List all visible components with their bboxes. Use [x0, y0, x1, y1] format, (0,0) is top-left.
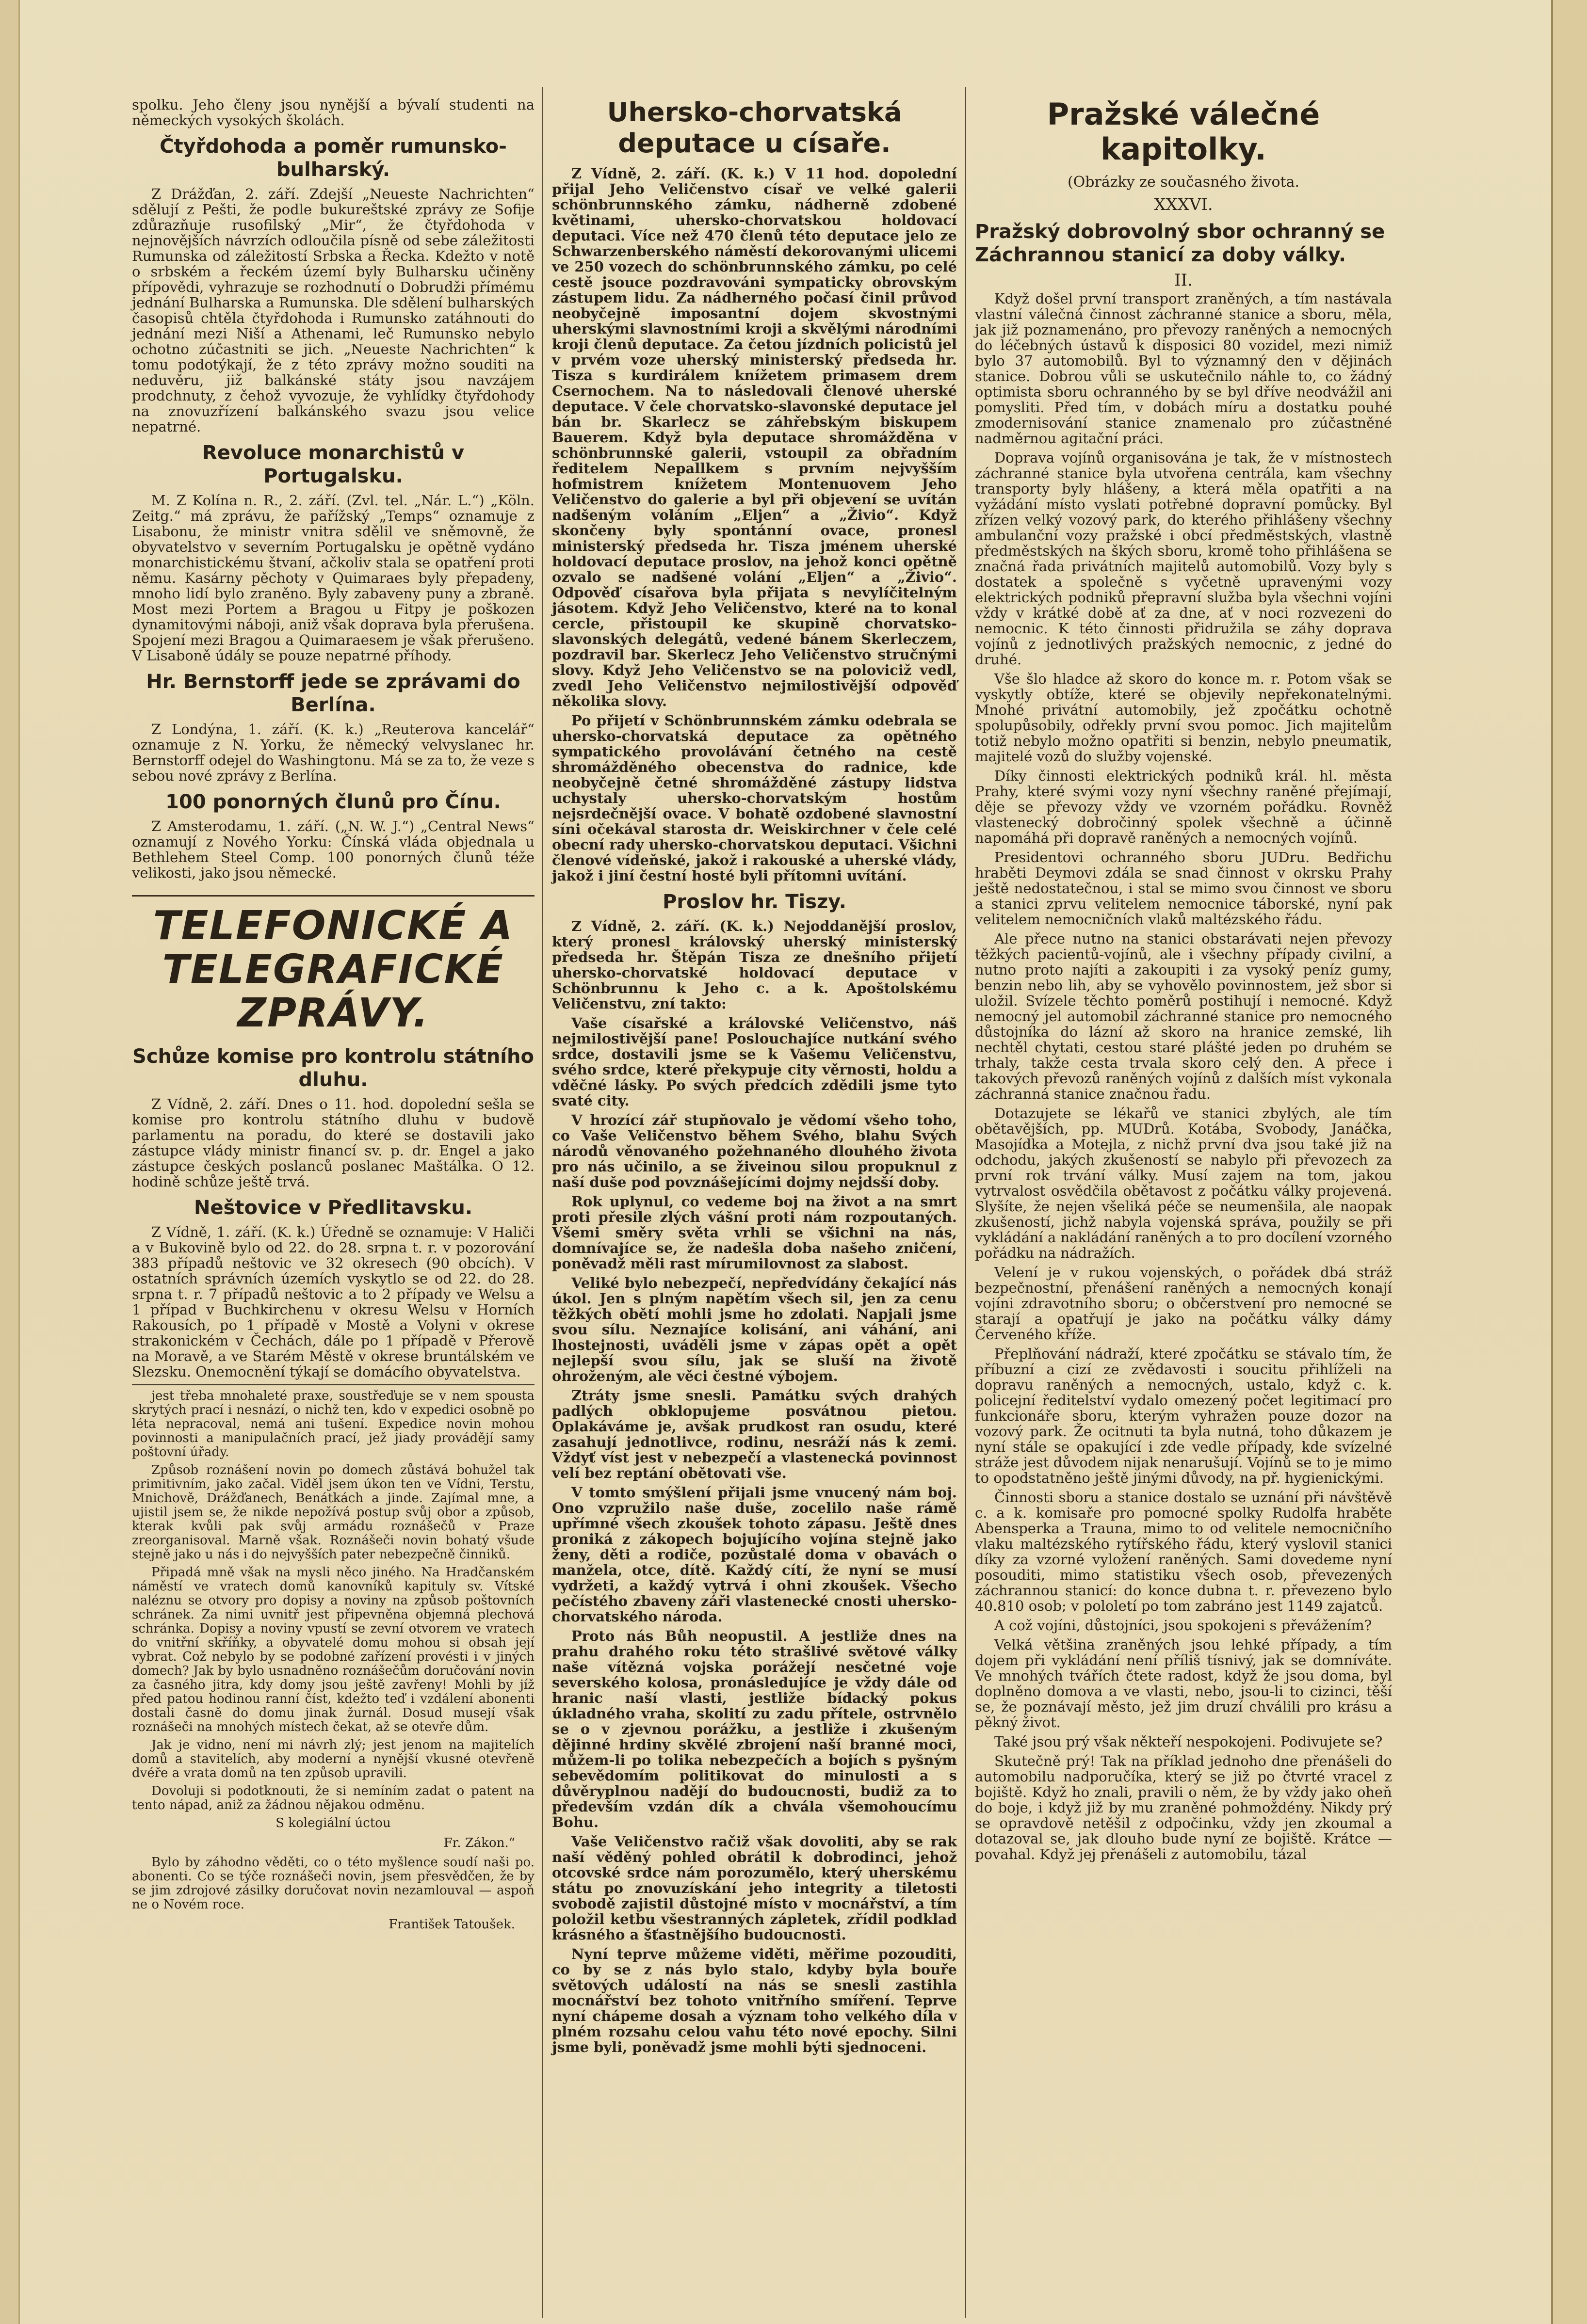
article-text: Vaše císařské a královské Veličenstvo, náš nejmilostivější pane! Poslouchajíce nutkání svého srdce, dostavili jsme se k Vašemu Veličenstvu, svého srdce, které překypuje city věrnosti, holdu a vděčné lásky. Po svých předcích zdědili jsme tyto svaté city.: [552, 1015, 957, 1109]
article-text: Z Londýna, 1. září. (K. k.) „Reuterova kancelář“ oznamuje z N. Yorku, že německý velvyslanec hr. Bernstorff odejel do Washingtonu. Má se za to, že veze s sebou nové zprávy z Berlína.: [132, 721, 534, 784]
closing-line: S kolegiální úctou: [275, 1816, 391, 1830]
article-heading: Čtyřdohoda a poměr rumunsko-bulharský.: [160, 135, 507, 181]
article-text: Z Amsterodamu, 1. září. („N. W. J.“) „Central News“ oznamují z Nového Yorku: Čínská vláda objednala u Bethlehem Steel Comp. 100 ponorných člunů téže velikosti, jako jsou německé.: [132, 818, 534, 881]
article-text: Nyní teprve můžeme viděti, měřime pozouditi, co by se z nás bylo stalo, kdyby byla bouře světových událostí na nás se snesli zastihla mocnářství bez tohoto vnitřního smíření. Teprve nyní chápeme dosah a význam toho velkého díla v plném rozsahu celou vahu této nové epochy. Silni jsme byli, poněvadž jsme mohli býti sjednoceni.: [552, 1946, 957, 2055]
article-text: Skutečně prý! Tak na příklad jednoho dne přenášeli do automobilu nadporučíka, který se již po čtvrté vracel z bojiště. Když ho znali, pravili o něm, že by vždy jako oheň do boje, i když již by mu zraněné pohmoždény. Nikdy prý se opravdově netěšil z odpočinku, vždy jen zkoumal a dotazoval se, jak dlouho bude nyní ze bojiště. Krátce — povahal. Když jej přenášeli z automobilu, tázal: [975, 1753, 1392, 1862]
page-left-edge: [0, 0, 20, 2324]
article-text: jest třeba mnohaleté praxe, soustřeďuje se v nem spousta skrytých prací i nesnází, o nichž ten, kdo v expedici osobně po léta nepracoval, nemá ani tušení. Expedice novin mohou povinnosti a manipulačních prací, jež jiady provádějí samy poštovní úřady.: [132, 1389, 534, 1459]
chapter-number: XXXVI.: [1154, 195, 1213, 214]
article-heading: Hr. Bernstorff jede se zprávami do Berlína.: [146, 671, 520, 716]
article-text: Velká většina zraněných jsou lehké případy, a tím dojem při vykládání není příliš tísnivý, jak se domníváte. Ve mnohých tvářích čtete radost, když že jsou doma, byl doplněno domova a ve vlasti, nebo, jsou-li to cizinci, těší se, že poznávají město, jež jim druzí chválili pro krásu a pěkný život.: [975, 1636, 1392, 1731]
article-text: Ale přece nutno na stanici obstarávati nejen převozy těžkých pacientů-vojínů, ale i všechny případy civilní, a nutno proto najíti a zakoupiti i za vysoký peníz gumy, benzin nebo lih, aby se vyhovělo povinnostem, jež sbor si uložil. Svízele těchto poměrů postihují i nemocné. Když nemocný jel automobil záchranné stanice pro nemocného důstojníka do lázní až skoro na hranice zemské, lih nechtěl chytati, cestou staré plášté jeden po druhém se trhaly, takže cesta trvala skoro celý den. A přece i takových převozů raněných vojínů z dalších míst vykonala záchranná stanice značnou řadu.: [975, 930, 1392, 1102]
section-banner: TELEFONICKÉ A TELEGRAFICKÉ ZPRÁVY.: [153, 903, 514, 1036]
signature: František Tatoušek.: [389, 1917, 515, 1932]
article-text: Také jsou prý však někteří nespokojeni. Podivujete se?: [994, 1733, 1383, 1750]
column-rule: [542, 87, 543, 2318]
article-title: Uhersko-chorvatská deputace u císaře.: [607, 97, 902, 159]
column-1: [132, 97, 534, 1937]
article-text: Ztráty jsme snesli. Památku svých drahých padlých obklopujeme posvátnou pietou. Oplakáváme je, avšak prudkost ran osudu, které zasahují jednotlivce, rodinu, nesráží nás k zemi. Vždyť víst jest v nebezpečí a vlastenecká povinnost velí bez reptání obětovati vše.: [552, 1387, 957, 1481]
article-text: M. Z Kolína n. R., 2. září. (Zvl. tel. „Nár. L.“) „Köln. Zeitg.“ má zprávu, že pařížský „Temps“ oznamuje z Lisabonu, že ministr vnitra sdělil ve sněmovně, že obyvatelstvo v severním Portugalsku je opětně vydáno monarchistickému štvaní, ačkoliv stala se opatření proti němu. Kasárny pěchoty v Quimaraes byly přepadeny, mnoho lidí bylo zraněno. Byly zabaveny puny a zbraně. Most mezi Portem a Bragou u Fitpy je poškozen dynamitovými náboji, aniž však doprava byla přerušena. Spojení mezi Bragou a Quimaraesem je však přerušeno. V Lisaboně údály se pouze nepatrné příhody.: [132, 492, 534, 664]
article-text: Po přijetí v Schönbrunnském zámku odebrala se uhersko-chorvatská deputace za opětného sympatického provolávání četného na cestě shromážděného obecenstva do radnice, kde neobyčejně četné shromážděné zástupy lidstva uchystaly uhersko-chorvatským hostům nejsrdečnější ovace. V bohatě ozdobené slavnostní síni očekával starosta dr. Weiskirchner v čele celé obecní rady uhersko-chorvatskou deputaci. Všichni členové vídeňské, jakož i rakouské a uherské vlády, jakož i jiní čestní hosté byli přítomni uvítání.: [552, 712, 957, 884]
article-text: Z Vídně, 1. září. (K. k.) Úředně se oznamuje: V Haliči a v Bukovině bylo od 22. do 28. srpna t. r. v pozorování 383 případů neštovic ve 32 okresech (90 obcích). V ostatních správních územích vyskytlo se od 22. do 28. srpna t. r. 7 případů neštovic a to 2 případy ve Welsu a 1 případ v Buchkirchenu v okresu Welsu v Horních Rakousích, po 1 případě v Mostě a Volyni v okrese strakonickém v Čechách, dále po 1 případě v Přerově na Moravě, a ve Starém Městě v okrese bruntálském ve Slezsku. Onemocnění týkají se domácího obyvatelstva.: [132, 1224, 534, 1380]
section-divider: [132, 895, 534, 897]
article-heading: Pražský dobrovolný sbor ochranný se Záchrannou stanicí za doby války.: [975, 221, 1385, 266]
column-3: [975, 97, 1392, 1866]
article-text: Z Vídně, 2. září. (K. k.) Nejoddanější proslov, který pronesl královský uherský ministerský předseda hr. Štěpán Tisza ze dnešního přijetí uhersko-chorvatské holdovací deputace v Schönbrunnu k Jeho c. a k. Apoštolskému Veličenstvu, zní takto:: [552, 918, 957, 1012]
article-text: Dovoluji si podotknouti, že si nemíním zadat o patent na tento nápad, aniž za žádnou nějakou odměnu.: [132, 1784, 534, 1812]
article-text: Rok uplynul, co vedeme boj na život a na smrt proti přesile zlých vášní proti nám rozpoutaných. Všemi směry světa vrhli se všichni na nás, domnívajíce se, že nadešla doba našeho zničení, poněvadž měli rast mírumilovnost za slabost.: [552, 1193, 957, 1272]
article-title: Pražské válečné kapitolky.: [1047, 96, 1320, 167]
article-text: Bylo by záhodno věděti, co o této myšlence soudí naši po. abonenti. Co se týče roznášeči novin, jsem přesvědčen, že by se jim zdrojové zásilky doručovat novin nezamlouval — aspoň ne o Novém roce.: [132, 1855, 534, 1912]
article-text: Když došel první transport zraněných, a tím nastávala vlastní válečná činnost záchranné stanice a sboru, měla, jak již poznamenáno, pro převozy raněných a nemocných do léčebných ústavů k disposici 80 vozidel, mezi nimiž bylo 37 automobilů. Byl to významný den v dějinách stanice. Dobrou vůli se uskutečnilo náhle to, co žádný optimista sboru ochranného by se byl dříve neodvážil ani pomysliti. Před tím, v dobách míru a dostatku pouhé zmodernisování stanice znamenalo pro zúčastněné nadměrnou agitační práci.: [975, 290, 1392, 447]
article-text: Vaše Veličenstvo račiž však dovoliti, aby se rak naší věděný pohled obrátil k dobrodinci, jehož otcovské srdce nám porozumělo, který uherskému státu po znovuzískání jeho integrity a tiletosti svobodě zajistil důstojné místo v mocnářství, a tím položil ketbu všestranných zápletek, zřídil podklad krásného a šťastnějšího budoucnosti.: [552, 1833, 957, 1943]
article-text: Přeplňování nádraží, které zpočátku se stávalo tím, že příbuzní a cizí ze zvědavosti i soucitu přihlíželi na dopravu raněných a nemocných, ustalo, když c. k. policejní ředitelství vydalo omezený počet legitimací pro funkcionáře sboru, kterým vyhražen pouze dozor na vozový park. Že ocitnuti ta byla nutná, toho důkazem je nyní stále se opakující i zde vedle případy, kde svízelné stráže jest důvodem nijak nenarušují. Vojínů se to je mimo to opodstatněno ještě jinými důvody, na př. hygienickými.: [975, 1346, 1392, 1486]
article-text: Z Vídně, 2. září. Dnes o 11. hod. dopolední sešla se komise pro kontrolu státního dluhu v budově parlamentu na poradu, do které se dostavili jako zástupce vlády ministr financí sv. p. dr. Engel a jako zástupce českých poslanců poslanec Maštálka. O 12. hodině schůze ještě trvá.: [132, 1096, 534, 1190]
article-text: Činnosti sboru a stanice dostalo se uznání při návštěvě c. a k. komisaře pro pomocné spolky Rudolfa hraběte Abensperka a Trauna, mimo to od velitele nemocničního vlaku maltézského rytířského řádu, který vyslovil stanici díky za vzorné vyložení raněných. Sami dovedeme nyní posouditi, mimo statistiku všech osob, převezených záchrannou stanicí: do konce dubna t. r. převezeno bylo 40.810 osob; v pololetí po tom zabráno jest 1149 zajatců.: [975, 1489, 1392, 1614]
article-text: V tomto smýšlení přijali jsme vnucený nám boj. Ono vzpružilo naše duše, zocelilo naše rámě upřímné všech zkoušek tohoto zápasu. Ještě dnes proniká z zákopech bojujícího vojína stejně jako ženy, děti a rodiče, pozůstalé doma v obavách o manžela, otce, dítě. Každý cítí, že nyní se musí vydržeti, a každý vytrvá i ohni zkoušek. Všecho pečístého zbaveny záři vlastenecké cnosti uhersko-chorvatského národa.: [552, 1484, 957, 1625]
page-right-edge: [1551, 0, 1587, 2324]
article-text: Díky činnosti elektrických podniků král. hl. města Prahy, které svými vozy nyní všechny raněné přejímají, děje se převozy vždy ve vzorném pořádku. Rovněž vlastenecký dobročinný spolek všechně a účinně napomáhá při dopravě raněných a nemocných vojínů.: [975, 768, 1392, 846]
article-text: Z Drážďan, 2. září. Zdejší „Neueste Nachrichten“ sdělují z Pešti, že podle bukureštské zprávy ze Sofije zdůrazňuje rusofilský „Mir“, že čtyřdohoda v nejnovějších návrzích odloučila písně od sebe záležitosti Rumunska od záležitostí Srbska a Řecka. Kdežto v notě o srbském a řeckém území byly Bulharsku učiněny přípovědi, vyhrazuje se rozhodnutí o Dobrudži přímému jednání Bulharska a Rumunska. Dle sdělení bulharských časopisů chtěla čtyřdohoda i Rumunsko zatáhnouti do jednání mezi Niší a Athenami, leč Rumunsko nebylo ochotno zúčastniti se jich. „Neueste Nachrichten“ k tomu podotýkají, že z této zprávy možno souditi na neduvěru, již balkánské státy jsou navzájem prodchnuty, z čehož vyvozuje, že vyhlídky čtyřdohody na znovuzřízení balkánského svazu jsou velice nepatrné.: [132, 186, 534, 435]
article-heading: Revoluce monarchistů v Portugalsku.: [202, 442, 465, 487]
article-heading: 100 ponorných člunů pro Čínu.: [165, 791, 501, 813]
article-text: Jak je vidno, není mi návrh zlý; jest jenom na majitelích domů a stavitelích, aby moderní a nynější vkusné otevřeně dvéře a vrata domů na ten způsob upravili.: [132, 1738, 534, 1780]
article-text: Veliké bylo nebezpečí, nepředvídány čekající nás úkol. Jen s plným napětím všech sil, jen za cenu těžkých obětí mohli jsme ho zdolati. Napjali jsme svou sílu. Neznajíce kolisání, ani váhání, ani lhostejnosti, uváděli jsme v zápas opět a opět nejlepší svou sílu, jak se sluší na životě ohroženým, ale věci čestné výbojem.: [552, 1275, 957, 1384]
article-text: spolku. Jeho členy jsou nynější a bývalí studenti na německých vysokých školách.: [132, 96, 534, 128]
article-heading: Schůze komise pro kontrolu státního dluhu.: [132, 1045, 534, 1091]
column-2: [552, 97, 957, 2059]
signature: Fr. Zákon.“: [443, 1836, 515, 1850]
article-heading: Neštovice v Předlitavsku.: [194, 1197, 473, 1219]
article-text: V hrozící zář stupňovalo je vědomí všeho toho, co Vaše Veličenstvo během Svého, blahu Svých národů věnovaného požehnaného dlouhého života pro nás učinilo, a se živeinou silou propuknul z naší duše pod povznášejícími dojmy nejdsší doby.: [552, 1112, 957, 1190]
article-subtitle: (Obrázky ze současného života.: [1067, 174, 1300, 191]
section-divider: [132, 1384, 534, 1385]
article-text: A což vojíni, důstojníci, jsou spokojeni s převážením?: [994, 1617, 1372, 1634]
column-rule: [965, 87, 966, 2318]
article-text: Proto nás Bůh neopustil. A jestliže dnes na prahu drahého roku této strašlivé světové války naše vítězná vojska porážejí nesčetné voje severského kolosa, pronásledujíce je vždy dále od hranic naší vlasti, jestliže bídacký pokus úkladného vraha, skolití zu zadu přítele, ostrvnělo se o v zjevnou porážku, a jestliže i zkušeným dějinné hrdiny skvělé zbrojení naší branné moci, můžem-li po tolika nebezpečích a bojích s pyšným sebevědomím politikovat do minulosti a s důvěryplnou nadějí do budoucnosti, budiž za to především vzdán dík a chvála všemohoucímu Bohu.: [552, 1628, 957, 1830]
article-text: Presidentovi ochranného sboru JUDru. Bedřichu hraběti Deymovi zdála se snad činnost v okrsku Prahy ještě nedostatečnou, i stal se mimo svou činnost ve sboru a stanici zprvu velitelem nemocnice táborské, nyní pak velitelem nemocničních vlaků maltézského řádu.: [975, 849, 1392, 928]
article-text: Způsob roznášení novin po domech zůstává bohužel tak primitivním, jako začal. Viděl jsem úkon ten ve Vídni, Terstu, Mnichově, Drážďanech, Benátkách a jinde. Zajímal mne, a ujistil jsem se, že nikde nepožívá postup svůj obor a způsob, kterak kvůli pak svůj armádu roznášečů v Praze zreorganisoval. Marně však. Roznášeči novin bohatý všude stejně jako u nás i do nejvyšších pater nebezpečně činniků.: [132, 1463, 534, 1562]
article-text: Dotazujete se lékařů ve stanici zbylých, ale tím obětavějších, pp. MUDrů. Kotába, Svobody, Janáčka, Masojídka a Motejla, z nichž první dva jsou také již na odchodu, jakých zkušeností se nabylo při převozech za první rok trvání války. Musí zajem na tom, jakou vytrvalost osvědčila obětavost z počátku války projevená. Slyšíte, že nejen všeliká péče se neumenšila, ale naopak zkušeností, jichž nabyla vojenská správa, použily se při vykládání a nakládání raněných a to pro docílení vzorného pořádku na nádražích.: [975, 1105, 1392, 1261]
article-heading: Proslov hr. Tiszy.: [663, 891, 846, 913]
article-text: Připadá mně však na mysli něco jiného. Na Hradčanském náměstí ve vratech domů kanovníků kapituly sv. Vítské naléznu se otvory pro dopisy a noviny na způsob poštovních schránek. Za nimi uvnitř jest připevněna objemná plechová schránka. Dopisy a noviny vpustí se zevní otvorem ve vratech do vnitřní skříňky, a obyvatelé domu mohou si obsah její vybrat. Což nebylo by se podobné zařízení provésti i v jiných domech? Jak by bylo usnadněno roznášečům doručování novin za časného jitra, kdy domy jsou ještě zavřeny! Mohli by jíž před patou hodinou ranní číst, kdežto teď i vzdálení abonenti dostali časně do domu jinak žurnál. Dosud musejí však roznášeči na mnohých místech čekat, až se otevře dům.: [132, 1565, 534, 1734]
chapter-number: II.: [1174, 271, 1193, 290]
article-text: Vše šlo hladce až skoro do konce m. r. Potom však se vyskytly obtíže, které se objevily nepřekonatelnými. Mnohé privátní automobily, jež zpočátku ochotně spolupůsobily, odřekly první svou pomoc. Jich majitelům totiž nebylo možno opatřiti si benzin, nebylo pneumatik, majitelé vozů do služby vojenské.: [975, 671, 1392, 765]
article-text: Z Vídně, 2. září. (K. k.) V 11 hod. dopolední přijal Jeho Veličenstvo císař ve velké galerii schönbrunnského zámku, nádherně zdobené květinami, uhersko-chorvatskou holdovací deputaci. Více než 470 členů této deputace jelo ze Schwarzenberského náměstí dekorovanými ulicemi ve 250 vozech do schönbrunnského zámku, po celé cestě jsouce pozdravováni sympaticky obrovským zástupem lidu. Za nádherného počasí činil průvod neobyčejně imposantní dojem skvostnými uherskými slavnostními kroji a skvělými národními kroji členů deputace. Za četou jízdních policistů jel v prvém voze uherský ministerský předseda hr. Tisza s kurdirálem knížetem primasem drem Csernochem. Na to následovali členové uherské deputace. V čele chorvatsko-slavonské deputace jel bán br. Skarlecz se záhřebským biskupem Bauerem. Když byla deputace shromážděna v schönbrunnské galerii, vstoupil za obřadním ředitelem Nepallkem s prvním nejvyšším hofmistrem knížetem Montenuovem Jeho Veličenstvo do galerie a byl při objevení se uvítán nadšeným voláním „Eljen“ a „Živio“. Když skončeny byly spontánní ovace, pronesl ministerský předseda hr. Tisza jménem uherské holdovací deputace proslov, na jehož konci opětně ozvalo se nadšené volání „Eljen“ a „Živio“. Odpověď císařova byla přijata s nevylíčitelným jásotem. Když Jeho Veličenstvo, které na to konal cercle, přistoupil ke skupině chorvatsko-slavonských delegátů, vedené bánem Skerleczem, pozdravil bar. Skerlecz Jeho Veličenstvo stručnými slovy. Když Jeho Veličenstvo se na poloviciž vedl, zvedl Jeho Veličenstvo nejmilostivější odpověď několika slovy.: [552, 165, 957, 709]
article-text: Velení je v rukou vojenských, o pořádek dbá stráž bezpečnostní, přenášení raněných a nemocných konají vojíni zdravotního sboru; o občerstvení pro nemocné se starají a opatřují je jako na počátku války dámy Červeného kříže.: [975, 1264, 1392, 1343]
article-text: Doprava vojínů organisována je tak, že v místnostech záchranné stanice byla utvořena centrála, kam všechny transporty byly hlášeny, a která měla opatřiti a na vyžádání místo vyslati potřebné dopravní pomůcky. Byl zřízen velký vozový park, do kterého přihlášeny všechny ambulanční vozy pražské i obcí předměstských, vlastně předměstských na škých sboru, kromě toho přihlášena se značná řada privátních majitelů automobilů. Vozy byly s dostatek a společně s vyčetně upravenými vozy elektrických podniků přepravní služba byla všechni vojíni vždy v krátké době ať za dne, ať v noci rozvezeni do nemocnic. K této činnosti přidružila se záhy doprava vojínů z jednotlivých pražských nemocnic, z jedné do druhé.: [975, 449, 1392, 668]
